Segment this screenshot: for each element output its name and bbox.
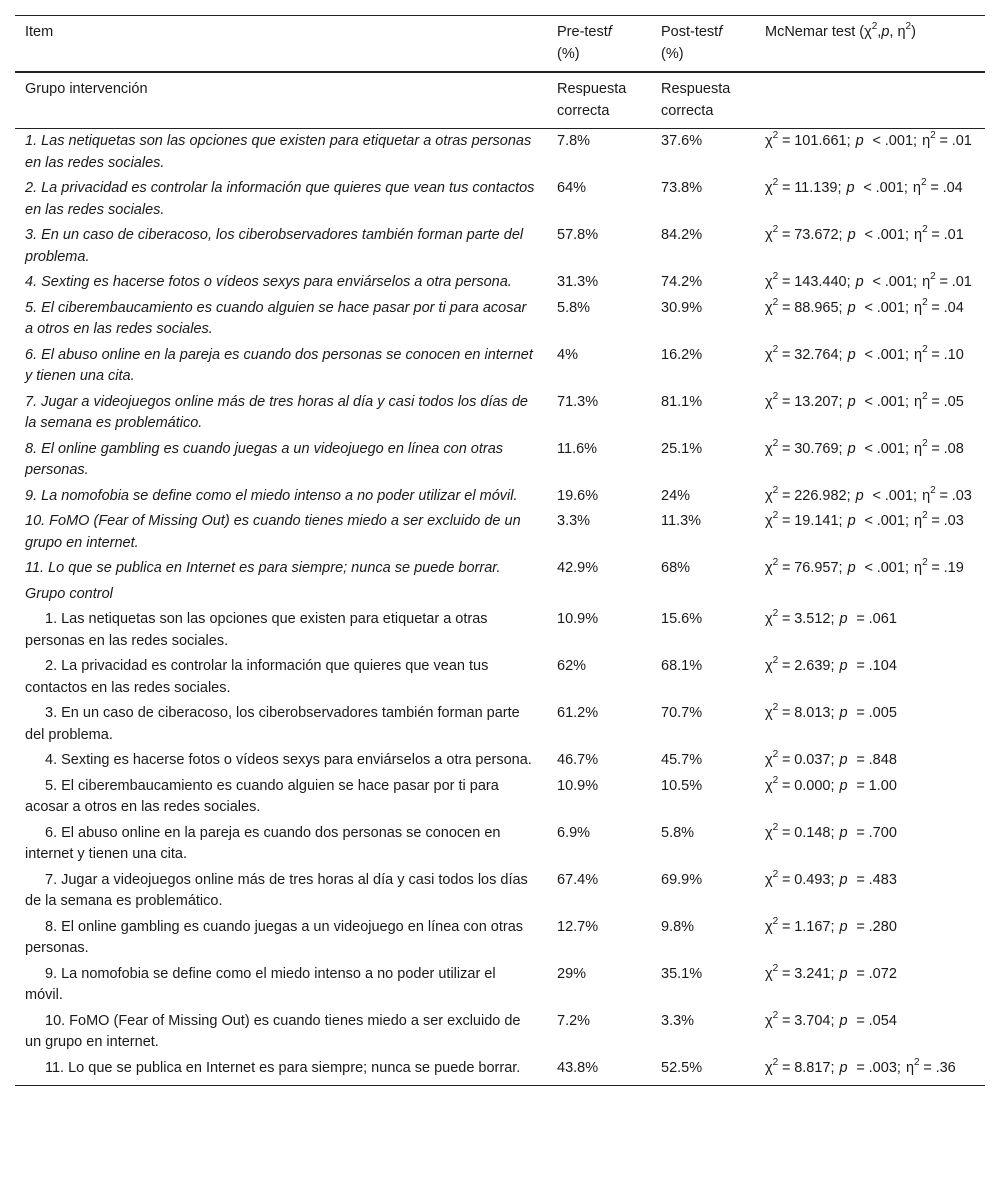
table-row xyxy=(15,701,985,748)
mcnemar-stat: $\chi^2 = 3.241$; p = .072 xyxy=(765,962,897,982)
pretest-value: 3.3% xyxy=(557,513,591,529)
posttest-value: 5.8% xyxy=(661,824,695,841)
mcnemar-stat: $\chi^2 = 101.661$; p < .001; $\eta^2 = .01$ xyxy=(765,130,972,149)
table-row xyxy=(15,654,985,701)
pretest-value: 62% xyxy=(557,658,587,674)
header-item: Item xyxy=(15,16,547,73)
table-row xyxy=(15,1009,985,1056)
mcnemar-stat: $\chi^2 = 8.817$; p = .003; $\eta^2 = .36$ xyxy=(755,1056,985,1086)
mcnemar-stat: $\chi^2 = 0.037$; p = .848 xyxy=(765,749,897,768)
item-text: 5. El ciberembaucamiento es cuando alguien se hace pasar por ti para acosar a otros en las redes sociales. xyxy=(25,777,499,815)
header-mcnemar: McNemar test ($\chi^2,p$, $\eta^2$) xyxy=(755,16,985,73)
posttest-value: 84.2% xyxy=(661,227,703,243)
pretest-value: 4% xyxy=(557,346,578,363)
table-row xyxy=(15,962,985,1009)
mcnemar-stat: $\chi^2 = 3.512$; p = .061 xyxy=(765,608,897,627)
item-text: 1. Las netiquetas son las opciones que existen para etiquetar a otras personas en las redes sociales. xyxy=(25,611,488,649)
posttest-value: 68.1% xyxy=(661,658,703,674)
pretest-value: 71.3% xyxy=(557,393,599,410)
table-header-row xyxy=(15,16,985,73)
mcnemar-stat: $\chi^2 = 0.148$; p = .700 xyxy=(765,821,897,841)
posttest-value: 16.2% xyxy=(661,346,703,363)
posttest-value: 24% xyxy=(661,487,691,504)
pretest-value: 6.9% xyxy=(557,824,591,841)
posttest-value: 30.9% xyxy=(661,299,703,316)
item-text: 2. La privacidad es controlar la información que quieres que vean tus contactos en las redes sociales. xyxy=(25,180,535,218)
header-pretest: Pre-testf (%) xyxy=(547,16,651,73)
mcnemar-stat: $\chi^2 = 76.957$; p < .001; $\eta^2 = .19$ xyxy=(765,557,964,576)
posttest-value: 9.8% xyxy=(661,918,695,935)
mcnemar-stat: $\chi^2 = 13.207$; p < .001; $\eta^2 = .05$ xyxy=(765,390,964,410)
mcnemar-results-table xyxy=(15,15,985,1086)
posttest-value: 35.1% xyxy=(661,965,703,982)
item-text: 5. El ciberembaucamiento es cuando alguien se hace pasar por ti para acosar a otros en las redes sociales. xyxy=(25,299,527,337)
mcnemar-stat: $\chi^2 = 30.769$; p < .001; $\eta^2 = .08$ xyxy=(765,437,964,457)
mcnemar-stat: $\chi^2 = 0.493$; p = .483 xyxy=(765,868,897,888)
header-posttest: Post-testf (%) xyxy=(651,16,755,73)
mcnemar-stat: $\chi^2 = 1.167$; p = .280 xyxy=(765,915,897,935)
item-text: 7. Jugar a videojuegos online más de tres horas al día y casi todos los días de la semana es problemático. xyxy=(25,393,528,431)
table-row xyxy=(15,868,985,915)
item-text: 6. El abuso online en la pareja es cuando dos personas se conocen en internet y tienen una cita. xyxy=(25,824,501,862)
item-text: 4. Sexting es hacerse fotos o vídeos sexys para enviárselos a otra persona. xyxy=(45,752,532,768)
table-row xyxy=(15,607,985,654)
item-text: 11. Lo que se publica en Internet es para siempre; nunca se puede borrar. xyxy=(15,1056,547,1086)
pre-correct-label: Respuesta correcta xyxy=(547,72,651,129)
pretest-value: 11.6% xyxy=(557,440,598,457)
item-text: 10. FoMO (Fear of Missing Out) es cuando tienes miedo a ser excluido de un grupo en internet. xyxy=(25,513,521,551)
pretest-value: 7.8% xyxy=(557,133,591,149)
item-text: 7. Jugar a videojuegos online más de tres horas al día y casi todos los días de la semana es problemático. xyxy=(25,871,528,909)
table-row xyxy=(15,556,985,582)
table-row xyxy=(15,129,985,177)
posttest-value: 11.3% xyxy=(661,513,702,529)
pretest-value: 46.7% xyxy=(557,752,599,768)
group-control-row xyxy=(15,582,985,608)
posttest-value: 10.5% xyxy=(661,777,703,794)
posttest-value: 3.3% xyxy=(661,1012,695,1029)
item-text: 8. El online gambling es cuando juegas a un videojuego en línea con otras personas. xyxy=(25,918,524,956)
mcnemar-stat: $\chi^2 = 19.141$; p < .001; $\eta^2 = .03$ xyxy=(765,510,964,529)
mcnemar-stat: $\chi^2 = 0.000$; p = 1.00 xyxy=(765,774,897,794)
item-text: 11. Lo que se publica en Internet es para siempre; nunca se puede borrar. xyxy=(25,560,501,576)
mcnemar-stat: $\chi^2 = 32.764$; p < .001; $\eta^2 = .10$ xyxy=(765,343,964,363)
item-text: 6. El abuso online en la pareja es cuando dos personas se conocen en internet y tienen una cita. xyxy=(25,346,533,384)
pretest-value: 64% xyxy=(557,180,587,196)
table-row xyxy=(15,509,985,556)
pretest-value: 5.8% xyxy=(557,299,591,316)
table-row xyxy=(15,748,985,774)
item-text: 2. La privacidad es controlar la información que quieres que vean tus contactos en las redes sociales. xyxy=(25,658,489,696)
item-text: 3. En un caso de ciberacoso, los ciberobservadores también forman parte del problema. xyxy=(25,227,524,265)
post-correct-label: Respuesta correcta xyxy=(651,72,755,129)
pretest-value: 61.2% xyxy=(557,705,599,721)
table-row xyxy=(15,390,985,437)
item-text: 8. El online gambling es cuando juegas a un videojuego en línea con otras personas. xyxy=(25,440,504,478)
group-intervention-label: Grupo intervención xyxy=(15,72,547,129)
mcnemar-stat: $\chi^2 = 143.440$; p < .001; $\eta^2 = .01$ xyxy=(765,271,972,290)
table-row xyxy=(15,296,985,343)
item-text: 9. La nomofobia se define como el miedo intenso a no poder utilizar el móvil. xyxy=(25,965,496,1003)
pretest-value: 10.9% xyxy=(557,611,599,627)
posttest-value: 68% xyxy=(661,560,691,576)
pretest-value: 67.4% xyxy=(557,871,599,888)
mcnemar-stat: $\chi^2 = 226.982$; p < .001; $\eta^2 = .03$ xyxy=(765,484,972,504)
pretest-value: 10.9% xyxy=(557,777,599,794)
mcnemar-stat: $\chi^2 = 11.139$; p < .001; $\eta^2 = .04$ xyxy=(765,177,963,196)
pretest-value: 31.3% xyxy=(557,274,599,290)
mcnemar-stat: $\chi^2 = 2.639$; p = .104 xyxy=(765,655,897,674)
group-control-label: Grupo control xyxy=(25,585,113,602)
pretest-value: 43.8% xyxy=(547,1056,651,1086)
posttest-value: 70.7% xyxy=(661,705,703,721)
posttest-value: 81.1% xyxy=(661,393,703,410)
table-row xyxy=(15,270,985,296)
table-row xyxy=(15,437,985,484)
table-row xyxy=(15,176,985,223)
table-row xyxy=(15,223,985,270)
posttest-value: 15.6% xyxy=(661,611,703,627)
item-text: 10. FoMO (Fear of Missing Out) es cuando tienes miedo a ser excluido de un grupo en internet. xyxy=(25,1012,521,1050)
pretest-value: 7.2% xyxy=(557,1012,591,1029)
table-row xyxy=(15,915,985,962)
item-text: 3. En un caso de ciberacoso, los ciberobservadores también forman parte del problema. xyxy=(25,705,520,743)
item-text: 9. La nomofobia se define como el miedo intenso a no poder utilizar el móvil. xyxy=(25,487,518,504)
table-row xyxy=(15,484,985,510)
mcnemar-stat: $\chi^2 = 8.013$; p = .005 xyxy=(765,702,897,721)
item-text: 4. Sexting es hacerse fotos o vídeos sexys para enviárselos a otra persona. xyxy=(25,274,512,290)
table-row xyxy=(15,343,985,390)
results-table-container xyxy=(15,15,985,1086)
pretest-value: 19.6% xyxy=(557,487,599,504)
posttest-value: 69.9% xyxy=(661,871,703,888)
table-row xyxy=(15,774,985,821)
pretest-value: 12.7% xyxy=(557,918,599,935)
table-row xyxy=(15,1056,985,1086)
posttest-value: 25.1% xyxy=(661,440,703,457)
pretest-value: 29% xyxy=(557,965,587,982)
mcnemar-stat: $\chi^2 = 88.965$; p < .001; $\eta^2 = .04$ xyxy=(765,296,964,316)
mcnemar-stat: $\chi^2 = 3.704$; p = .054 xyxy=(765,1009,897,1029)
posttest-value: 74.2% xyxy=(661,274,703,290)
subheader-row xyxy=(15,72,985,129)
posttest-value: 45.7% xyxy=(661,752,703,768)
mcnemar-stat: $\chi^2 = 73.672$; p < .001; $\eta^2 = .01$ xyxy=(765,224,964,243)
pretest-value: 42.9% xyxy=(557,560,599,576)
item-text: 1. Las netiquetas son las opciones que existen para etiquetar a otras personas en las redes sociales. xyxy=(25,133,532,171)
pretest-value: 57.8% xyxy=(557,227,599,243)
posttest-value: 37.6% xyxy=(661,133,703,149)
posttest-value: 73.8% xyxy=(661,180,703,196)
table-row xyxy=(15,821,985,868)
posttest-value: 52.5% xyxy=(651,1056,755,1086)
